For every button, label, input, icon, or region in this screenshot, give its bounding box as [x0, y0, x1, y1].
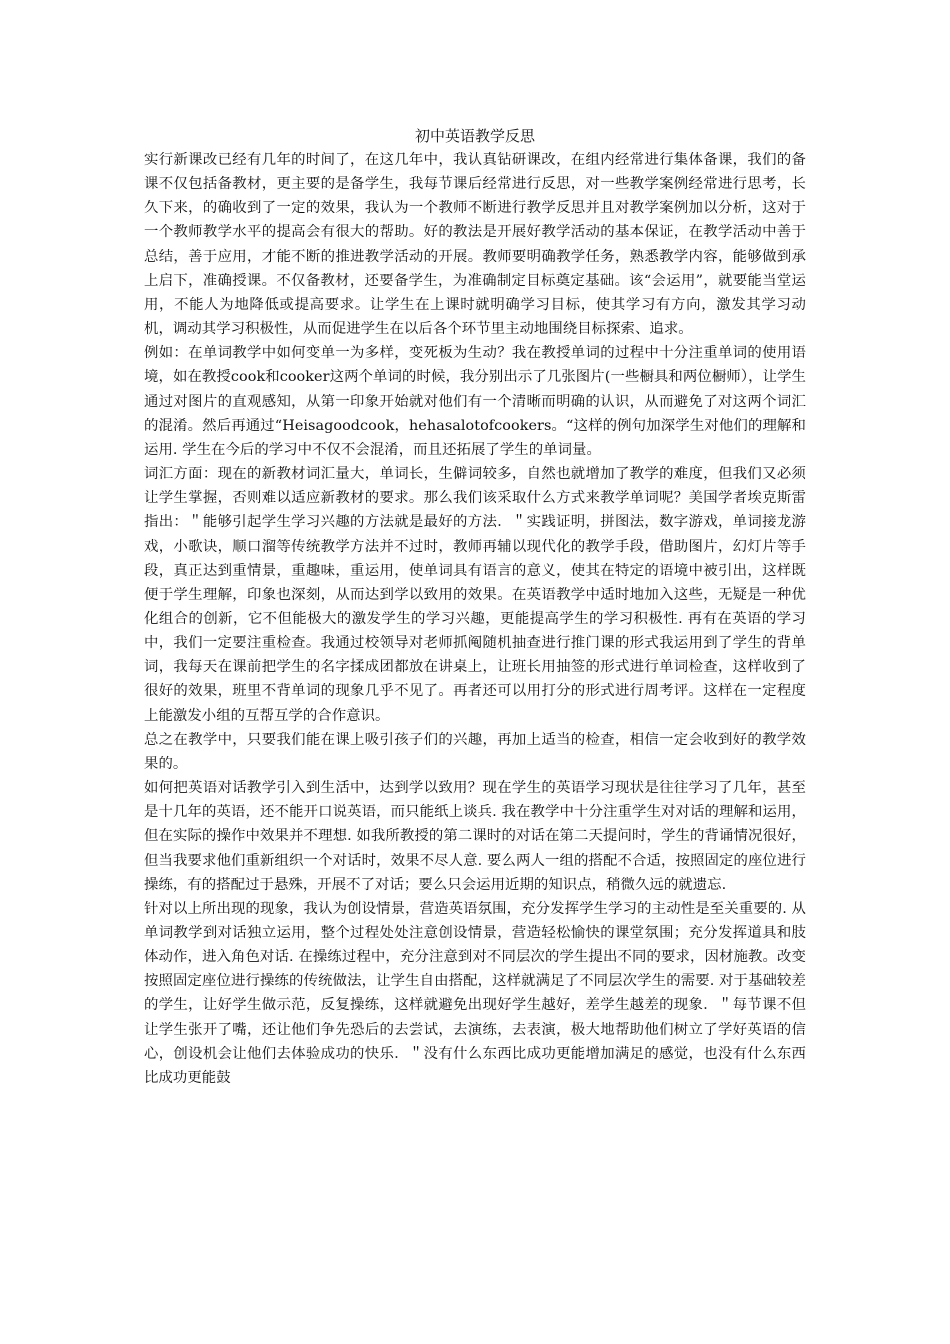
paragraph-vocabulary: 词汇方面：现在的新教材词汇量大，单词长，生僻词较多，自然也就增加了教学的难度，但我们又必须让学生掌握，否则难以适应新教材的要求。那么我们该采取什么方式来教学单词呢？美国学者埃克斯雷指出：＂能够引起学生学习兴趣的方法就是最好的方法．＂实践证明，拼图法，数字游戏，单词接龙游戏，小歌诀，顺口溜等传统教学方法并不过时，教师再辅以现代化的教学手段，借助图片，幻灯片等手段，真正达到重情景，重趣味，重运用，使单词具有语言的意义，使其在特定的语境中被引出，这样既便于学生理解，印象也深刻，从而达到学以致用的效果。在英语教学中适时地加入这些，无疑是一种优化组合的创新，它不但能极大的激发学生的学习兴趣，更能提高学生的学习积极性. 再有在英语的学习中，我们一定要注重检查。我通过校领导对老师抓阄随机抽查进行推门课的形式我运用到了学生的背单词，我每天在课前把学生的名字揉成团都放在讲桌上，让班长用抽签的形式进行单词检查，这样收到了很好的效果，班里不背单词的现象几乎不见了。再者还可以用打分的形式进行周考评。这样在一定程度上能激发小组的互帮互学的合作意识。 [144, 466, 806, 724]
document-title: 初中英语教学反思 [414, 127, 535, 145]
paragraph-summary: 总之在教学中，只要我们能在课上吸引孩子们的兴趣，再加上适当的检查，相信一定会收到好的教学效果的。 [144, 731, 806, 772]
paragraph-solution: 针对以上所出现的现象，我认为创设情景，营造英语氛围，充分发挥学生学习的主动性是至关重要的. 从单词教学到对话独立运用，整个过程处处注意创设情景，营造轻松愉快的课堂氛围；充分发挥道具和肢体动作，进入角色对话. 在操练过程中，充分注意到对不同层次的学生提出不同的要求，因材施教。改变按照固定座位进行操练的传统做法，让学生自由搭配，这样就满足了不同层次学生的需要. 对于基础较差的学生，让好学生做示范，反复操练，这样就避免出现好学生越好，差学生越差的现象．＂每节课不但让学生张开了嘴，还让他们争先恐后的去尝试，去演练，去表演，极大地帮助他们树立了学好英语的信心，创设机会让他们去体验成功的快乐．＂没有什么东西比成功更能增加满足的感觉，也没有什么东西比成功更能鼓 [144, 900, 806, 1086]
paragraph-dialogue: 如何把英语对话教学引入到生活中，达到学以致用？现在学生的英语学习现状是往往学习了几年，甚至是十几年的英语，还不能开口说英语，而只能纸上谈兵. 我在教学中十分注重学生对对话的理解和运用，但在实际的操作中效果并不理想. 如我所教授的第二课时的对话在第二天提问时，学生的背诵情况很好，但当我要求他们重新组织一个对话时，效果不尽人意. 要么两人一组的搭配不合适，按照固定的座位进行操练，有的搭配过于悬殊，开展不了对话；要么只会运用近期的知识点，稍微久远的就遗忘. [144, 780, 806, 893]
paragraph-intro: 实行新课改已经有几年的时间了，在这几年中，我认真钻研课改，在组内经常进行集体备课，我们的备课不仅包括备教材，更主要的是备学生，我每节课后经常进行反思，对一些教学案例经常进行思考，长久下来，的确收到了一定的效果，我认为一个教师不断进行教学反思并且对教学案例加以分析，这对于一个教师教学水平的提高会有很大的帮助。好的教法是开展好教学活动的基本保证，在教学活动中善于总结，善于应用，才能不断的推进教学活动的开展。教师要明确教学任务，熟悉教学内容，能够做到承上启下，准确授课。不仅备教材，还要备学生，为准确制定目标奠定基础。该“会运用”，就要能当堂运用，不能人为地降低或提高要求。让学生在上课时就明确学习目标，使其学习有方向，激发其学习动机，调动其学习积极性，从而促进学生在以后各个环节里主动地围绕目标探索、追求。 [144, 152, 806, 338]
document-body [144, 148, 806, 1238]
paragraph-example: 例如：在单词教学中如何变单一为多样，变死板为生动？我在教授单词的过程中十分注重单词的使用语境，如在教授cook和cooker这两个单词的时候，我分别出示了几张图片(一些橱具和两位橱师），让学生通过对图片的直观感知，从第一印象开始就对他们有一个清晰而明确的认识，从而避免了对这两个词汇的混淆。然后再通过“Heisagoodcook，hehasalotofcookers。“这样的例句加深学生对他们的理解和运用. 学生在今后的学习中不仅不会混淆，而且还拓展了学生的单词量。 [144, 345, 806, 458]
